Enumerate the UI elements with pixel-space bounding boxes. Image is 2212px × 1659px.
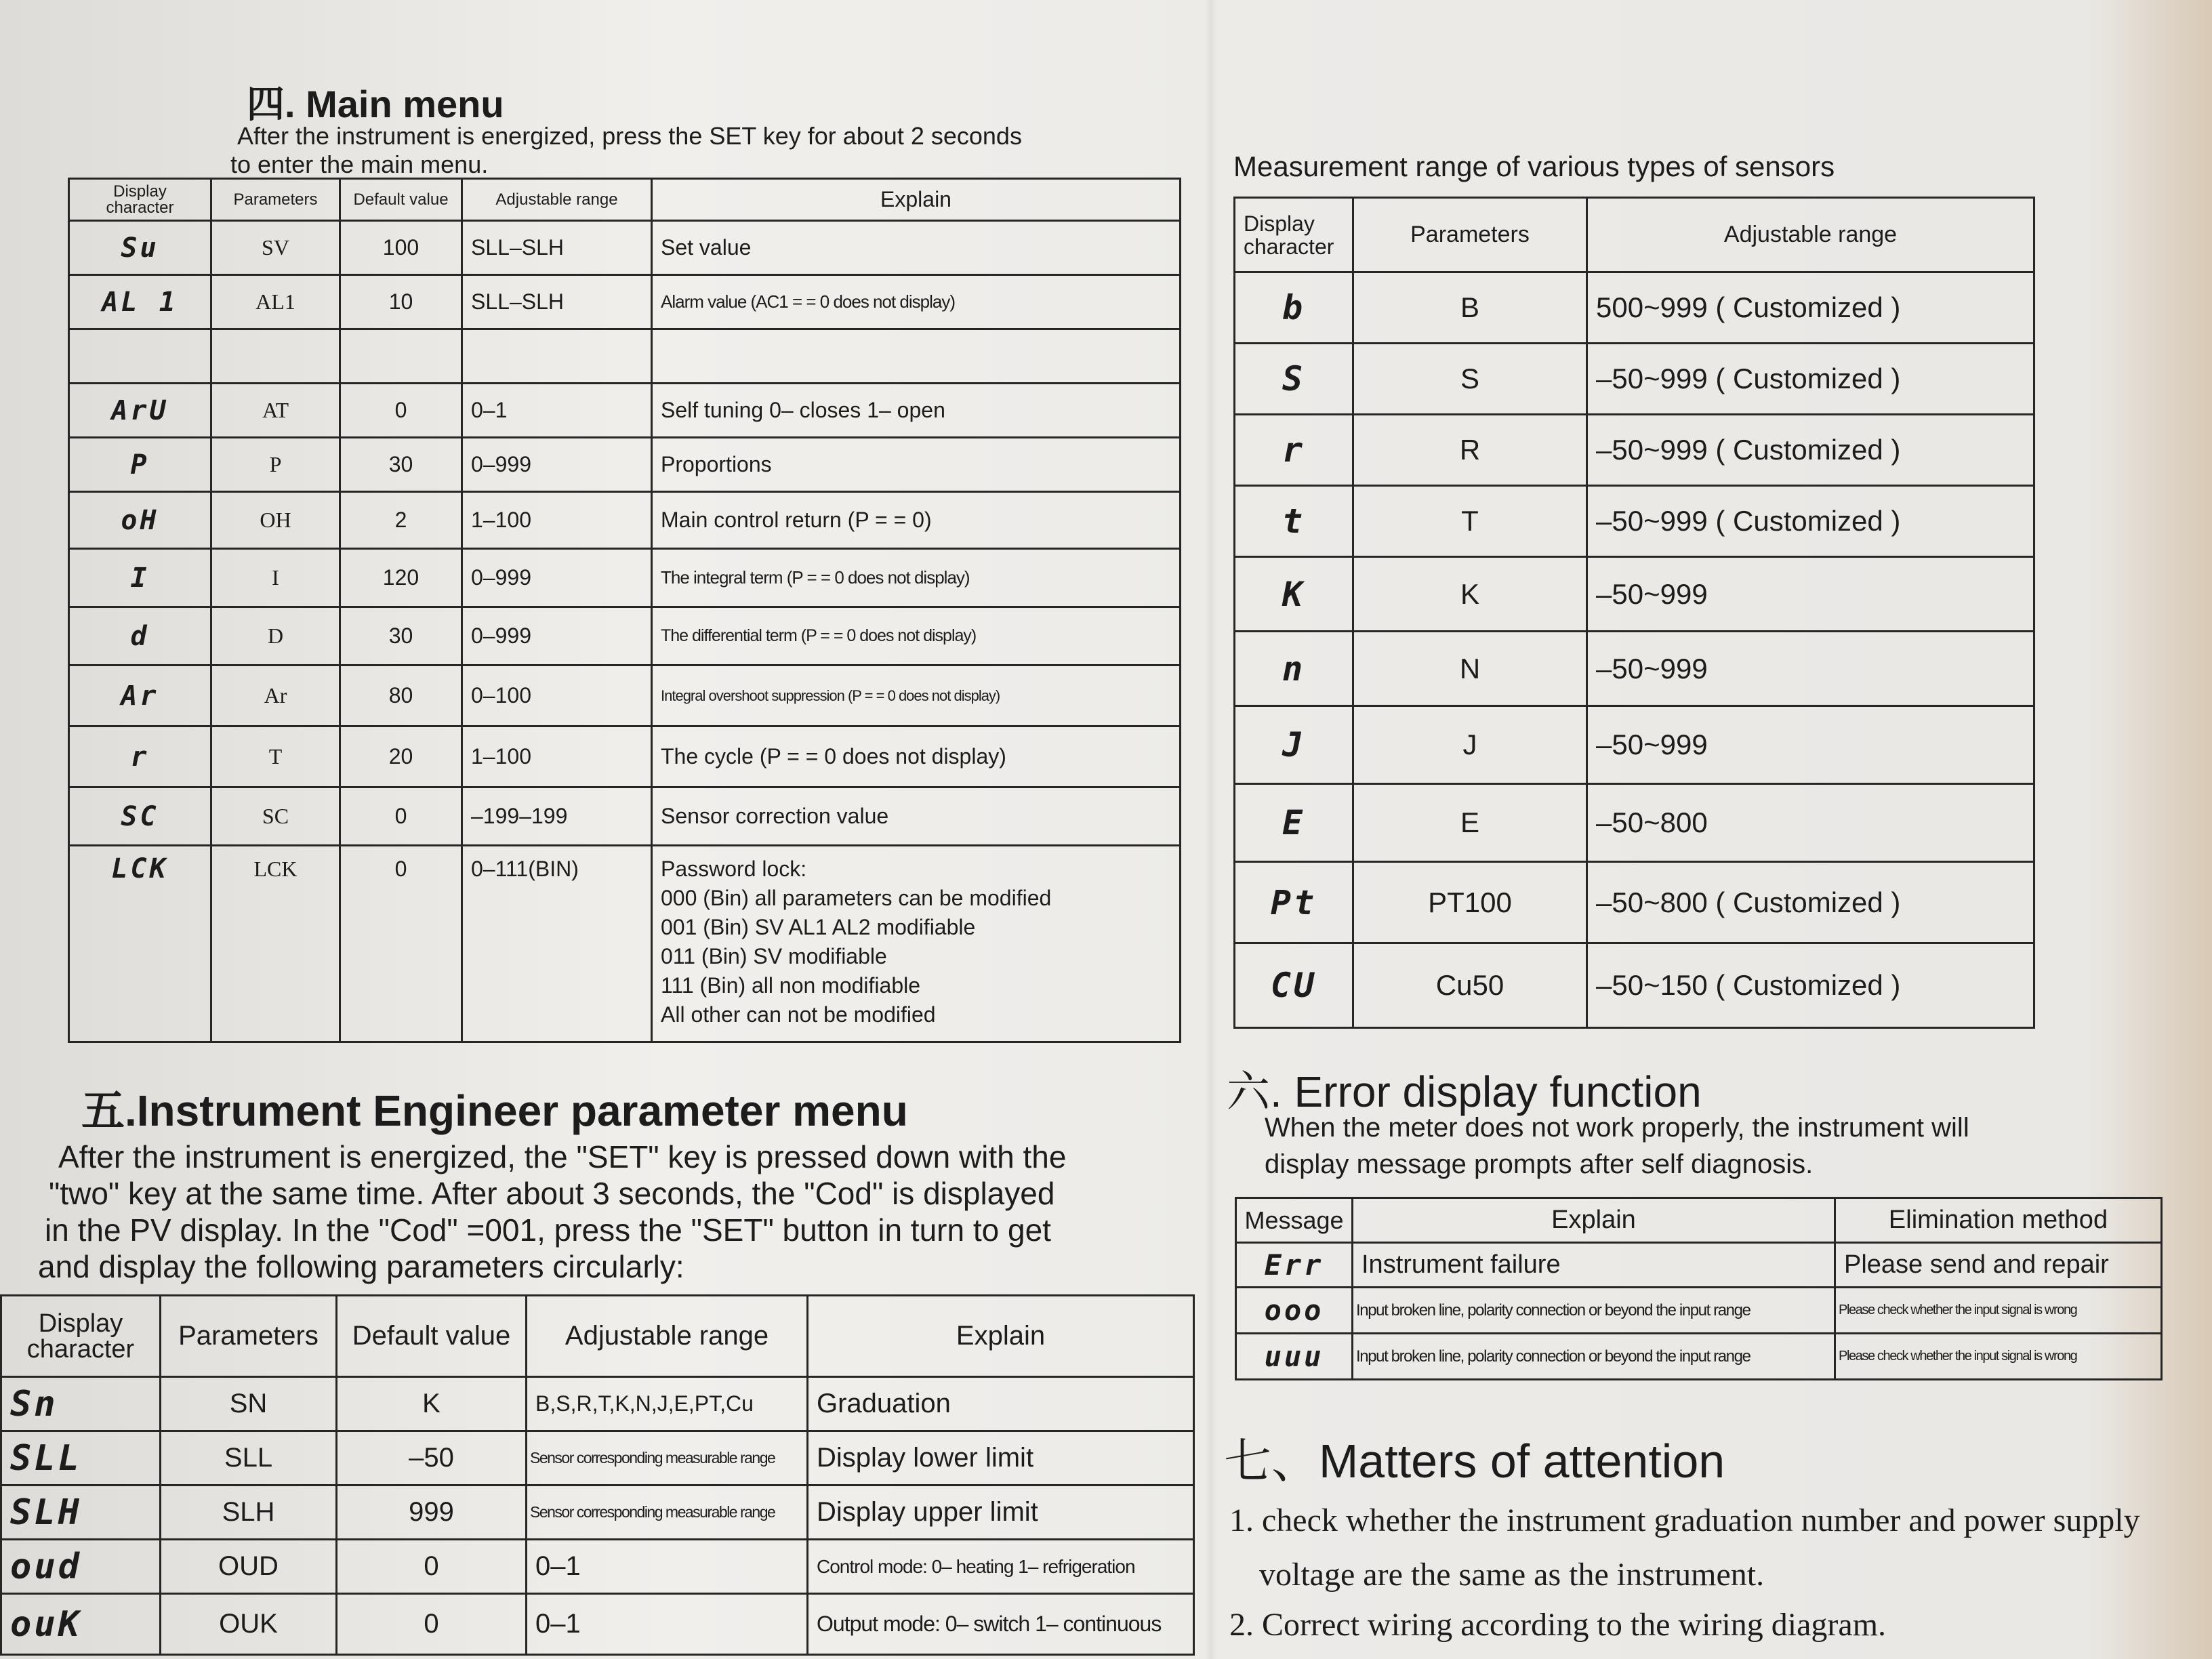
display-char: ouK xyxy=(1,1594,161,1655)
engineer-header-row xyxy=(1,1296,1194,1377)
message-code: ooo xyxy=(1236,1288,1353,1334)
range-cell: 0–999 xyxy=(462,549,652,607)
table-row xyxy=(1,1377,1194,1431)
col-header-explain: Explain xyxy=(1353,1198,1835,1243)
col-header-display: Display character xyxy=(69,179,211,221)
table-row xyxy=(1236,1334,2162,1380)
table-row xyxy=(69,607,1181,665)
engineer-paragraph-line1: After the instrument is energized, the "SET" key is pressed down with the xyxy=(58,1139,1067,1174)
param-cell: N xyxy=(1353,632,1587,706)
range-cell: 0–1 xyxy=(462,384,652,438)
main-menu-header-row xyxy=(69,179,1181,221)
table-row xyxy=(69,549,1181,607)
engineer-table xyxy=(0,1294,1195,1656)
range-cell: –50~999 xyxy=(1587,632,2034,706)
attention-item1-line1: 1. check whether the instrument graduation number and power supply xyxy=(1229,1502,2140,1538)
explain-cell: Sensor correction value xyxy=(652,787,1181,846)
default-cell: 999 xyxy=(337,1486,527,1540)
param-cell: LCK xyxy=(211,846,340,1042)
display-char: I xyxy=(69,549,211,607)
col-header-display: Display character xyxy=(1,1296,161,1377)
error-display-title: 六. Error display function xyxy=(1227,1067,1702,1116)
range-cell: 0–1 xyxy=(527,1540,808,1594)
col-header-method: Elimination method xyxy=(1835,1198,2162,1243)
lck-line: Password lock: xyxy=(661,857,807,881)
table-row xyxy=(1235,943,2034,1028)
param-cell: OUK xyxy=(161,1594,337,1655)
engineer-paragraph-line3: in the PV display. In the "Cod" =001, press the "SET" button in turn to get xyxy=(45,1212,1051,1248)
range-cell: –50~999 xyxy=(1587,557,2034,632)
lck-line: All other can not be modified xyxy=(661,1002,936,1027)
display-char: E xyxy=(1235,784,1353,862)
display-char: K xyxy=(1235,557,1353,632)
main-menu-table xyxy=(68,178,1181,1043)
range-cell: 0–100 xyxy=(462,665,652,726)
param-cell: D xyxy=(211,607,340,665)
table-row xyxy=(1236,1243,2162,1288)
range-cell: 0–1 xyxy=(527,1594,808,1655)
param-cell: SLL xyxy=(161,1431,337,1486)
col-header-default: Default value xyxy=(340,179,462,221)
display-char: LCK xyxy=(69,846,211,1042)
col-header-display: Display character xyxy=(1235,198,1353,272)
table-row xyxy=(1235,272,2034,344)
range-cell: 1–100 xyxy=(462,492,652,549)
explain-cell: The integral term (P = = 0 does not display) xyxy=(652,549,1181,607)
table-row xyxy=(1236,1288,2162,1334)
display-char: r xyxy=(1235,415,1353,486)
range-cell: –50~999 xyxy=(1587,706,2034,784)
display-char: Sn xyxy=(1,1377,161,1431)
param-cell xyxy=(211,329,340,384)
param-cell: J xyxy=(1353,706,1587,784)
table-row xyxy=(1,1594,1194,1655)
table-row xyxy=(1235,632,2034,706)
display-char xyxy=(69,329,211,384)
table-row-lck xyxy=(69,846,1181,1042)
sensor-range-table xyxy=(1233,197,2035,1029)
engineer-paragraph-line2: "two" key at the same time. After about 3 seconds, the "Cod" is displayed xyxy=(49,1176,1055,1211)
password-lock-explain xyxy=(652,846,1181,1042)
col-header-parameters: Parameters xyxy=(161,1296,337,1377)
range-cell: Sensor corresponding measurable range xyxy=(527,1431,808,1486)
param-cell: P xyxy=(211,438,340,492)
range-cell: 0–111(BIN) xyxy=(462,846,652,1042)
range-cell: –50~999 ( Customized ) xyxy=(1587,486,2034,557)
default-cell: 0 xyxy=(337,1594,527,1655)
col-header-range: Adjustable range xyxy=(1587,198,2034,272)
param-cell: Ar xyxy=(211,665,340,726)
default-cell: 30 xyxy=(340,438,462,492)
attention-title: 七、Matters of attention xyxy=(1224,1435,1725,1488)
param-cell: OUD xyxy=(161,1540,337,1594)
default-cell: 0 xyxy=(340,384,462,438)
range-cell: SLL–SLH xyxy=(462,275,652,329)
display-char: S xyxy=(1235,344,1353,415)
explain-cell: Set value xyxy=(652,221,1181,275)
default-cell: 10 xyxy=(340,275,462,329)
table-row xyxy=(69,787,1181,846)
param-cell: SV xyxy=(211,221,340,275)
error-header-row xyxy=(1236,1198,2162,1243)
default-cell: –50 xyxy=(337,1431,527,1486)
range-cell: –50~150 ( Customized ) xyxy=(1587,943,2034,1028)
engineer-menu-title: 五.Instrument Engineer parameter menu xyxy=(81,1086,908,1135)
display-char: SLH xyxy=(1,1486,161,1540)
col-header-parameters: Parameters xyxy=(1353,198,1587,272)
explain-cell: Alarm value (AC1 = = 0 does not display) xyxy=(652,275,1181,329)
range-cell: –50~800 ( Customized ) xyxy=(1587,862,2034,943)
default-cell: 80 xyxy=(340,665,462,726)
display-char: Pt xyxy=(1235,862,1353,943)
method-cell: Please send and repair xyxy=(1835,1243,2162,1288)
table-row xyxy=(1235,344,2034,415)
range-cell: 0–999 xyxy=(462,438,652,492)
param-cell: E xyxy=(1353,784,1587,862)
error-table xyxy=(1235,1197,2163,1380)
range-cell: Sensor corresponding measurable range xyxy=(527,1486,808,1540)
param-cell: S xyxy=(1353,344,1587,415)
param-cell: Cu50 xyxy=(1353,943,1587,1028)
range-cell: 500~999 ( Customized ) xyxy=(1587,272,2034,344)
explain-cell: Integral overshoot suppression (P = = 0 does not display) xyxy=(652,665,1181,726)
table-row xyxy=(69,492,1181,549)
display-char: oH xyxy=(69,492,211,549)
display-char: oud xyxy=(1,1540,161,1594)
engineer-paragraph-line4: and display the following parameters circularly: xyxy=(38,1249,684,1284)
table-row xyxy=(1,1540,1194,1594)
sensor-header-row xyxy=(1235,198,2034,272)
default-cell: 20 xyxy=(340,726,462,787)
message-code: Err xyxy=(1236,1243,1353,1288)
display-char: SLL xyxy=(1,1431,161,1486)
table-row xyxy=(1235,862,2034,943)
table-row xyxy=(1235,486,2034,557)
param-cell: R xyxy=(1353,415,1587,486)
col-header-explain: Explain xyxy=(808,1296,1194,1377)
default-cell: 30 xyxy=(340,607,462,665)
param-cell: K xyxy=(1353,557,1587,632)
display-char: b xyxy=(1235,272,1353,344)
col-header-range: Adjustable range xyxy=(462,179,652,221)
default-cell: 100 xyxy=(340,221,462,275)
background-edge xyxy=(2090,0,2212,1659)
display-char: n xyxy=(1235,632,1353,706)
default-cell: 0 xyxy=(337,1540,527,1594)
col-header-explain: Explain xyxy=(652,179,1181,221)
param-cell: SC xyxy=(211,787,340,846)
table-row xyxy=(69,275,1181,329)
default-cell: K xyxy=(337,1377,527,1431)
display-char: SC xyxy=(69,787,211,846)
explain-cell: Self tuning 0– closes 1– open xyxy=(652,384,1181,438)
table-row xyxy=(1235,706,2034,784)
param-cell: AL1 xyxy=(211,275,340,329)
main-menu-title: 四. Main menu xyxy=(247,83,504,125)
param-cell: T xyxy=(211,726,340,787)
explain-cell: Instrument failure xyxy=(1353,1243,1835,1288)
lck-line: 000 (Bin) all parameters can be modified xyxy=(661,886,1052,910)
explain-cell xyxy=(652,329,1181,384)
col-header-default: Default value xyxy=(337,1296,527,1377)
explain-cell: Input broken line, polarity connection or beyond the input range xyxy=(1353,1288,1835,1334)
param-cell: SN xyxy=(161,1377,337,1431)
lck-line: 011 (Bin) SV modifiable xyxy=(661,944,887,968)
table-row xyxy=(69,665,1181,726)
param-cell: OH xyxy=(211,492,340,549)
sensor-range-title: Measurement range of various types of sensors xyxy=(1233,150,1835,182)
lck-line: 001 (Bin) SV AL1 AL2 modifiable xyxy=(661,915,976,939)
range-cell xyxy=(462,329,652,384)
display-char: Ar xyxy=(69,665,211,726)
table-row xyxy=(69,221,1181,275)
param-cell: AT xyxy=(211,384,340,438)
range-cell: 1–100 xyxy=(462,726,652,787)
lck-line: 111 (Bin) all non modifiable xyxy=(661,973,921,998)
explain-cell: Main control return (P = = 0) xyxy=(652,492,1181,549)
table-row xyxy=(1235,784,2034,862)
col-header-message: Message xyxy=(1236,1198,1353,1243)
explain-cell: Graduation xyxy=(808,1377,1194,1431)
display-char: d xyxy=(69,607,211,665)
table-row xyxy=(1,1431,1194,1486)
main-menu-intro-line1: After the instrument is energized, press the SET key for about 2 seconds xyxy=(237,122,1022,150)
default-cell: 2 xyxy=(340,492,462,549)
range-cell: SLL–SLH xyxy=(462,221,652,275)
explain-cell: Display upper limit xyxy=(808,1486,1194,1540)
param-cell: SLH xyxy=(161,1486,337,1540)
param-cell: PT100 xyxy=(1353,862,1587,943)
table-row xyxy=(69,726,1181,787)
default-cell xyxy=(340,329,462,384)
default-cell: 120 xyxy=(340,549,462,607)
explain-cell: The cycle (P = = 0 does not display) xyxy=(652,726,1181,787)
table-row xyxy=(69,438,1181,492)
error-display-line2: display message prompts after self diagnosis. xyxy=(1265,1149,1814,1179)
attention-item1-line2: voltage are the same as the instrument. xyxy=(1259,1557,1765,1593)
explain-cell: Input broken line, polarity connection or beyond the input range xyxy=(1353,1334,1835,1380)
range-cell: –50~999 ( Customized ) xyxy=(1587,415,2034,486)
explain-cell: Display lower limit xyxy=(808,1431,1194,1486)
explain-cell: The differential term (P = = 0 does not display) xyxy=(652,607,1181,665)
range-cell: B,S,R,T,K,N,J,E,PT,Cu xyxy=(527,1377,808,1431)
range-cell: –50~999 ( Customized ) xyxy=(1587,344,2034,415)
main-menu-intro-line2: to enter the main menu. xyxy=(230,150,489,178)
col-header-range: Adjustable range xyxy=(527,1296,808,1377)
default-cell: 0 xyxy=(340,787,462,846)
display-char: CU xyxy=(1235,943,1353,1028)
table-row xyxy=(69,384,1181,438)
table-row-empty xyxy=(69,329,1181,384)
error-display-line1: When the meter does not work properly, the instrument will xyxy=(1265,1113,1969,1143)
range-cell: –50~800 xyxy=(1587,784,2034,862)
message-code: uuu xyxy=(1236,1334,1353,1380)
default-cell: 0 xyxy=(340,846,462,1042)
explain-cell: Proportions xyxy=(652,438,1181,492)
explain-cell: Output mode: 0– switch 1– continuous xyxy=(808,1594,1194,1655)
param-cell: B xyxy=(1353,272,1587,344)
table-row xyxy=(1,1486,1194,1540)
display-char: J xyxy=(1235,706,1353,784)
param-cell: T xyxy=(1353,486,1587,557)
attention-item2: 2. Correct wiring according to the wiring diagram. xyxy=(1229,1607,1887,1643)
table-row xyxy=(1235,557,2034,632)
display-char: r xyxy=(69,726,211,787)
range-cell: –199–199 xyxy=(462,787,652,846)
display-char: t xyxy=(1235,486,1353,557)
display-char: Su xyxy=(69,221,211,275)
col-header-parameters: Parameters xyxy=(211,179,340,221)
explain-cell: Control mode: 0– heating 1– refrigeration xyxy=(808,1540,1194,1594)
table-row xyxy=(1235,415,2034,486)
display-char: P xyxy=(69,438,211,492)
display-char: AL 1 xyxy=(69,275,211,329)
method-cell: Please check whether the input signal is wrong xyxy=(1835,1334,2162,1380)
page-fold xyxy=(1205,0,1217,1659)
method-cell: Please check whether the input signal is wrong xyxy=(1835,1288,2162,1334)
param-cell: I xyxy=(211,549,340,607)
range-cell: 0–999 xyxy=(462,607,652,665)
display-char: ArU xyxy=(69,384,211,438)
